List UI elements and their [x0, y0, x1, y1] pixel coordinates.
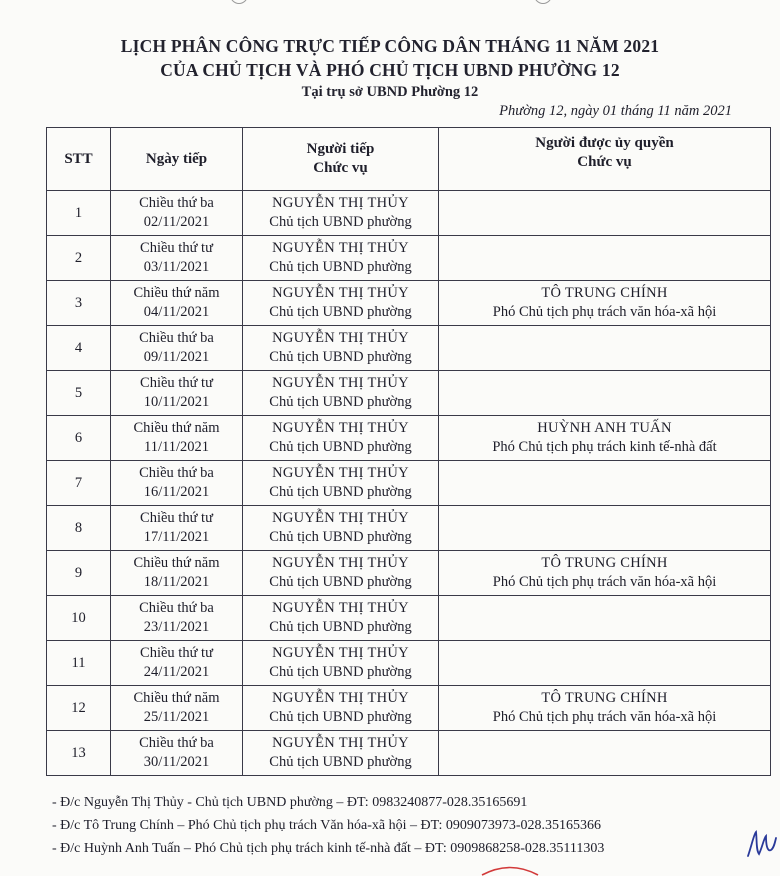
cell-weekday: Chiều thứ tư	[140, 375, 213, 391]
cell-delegate	[439, 416, 771, 461]
header-stt: STT	[47, 128, 111, 191]
cell-date-value: 17/11/2021	[143, 529, 210, 545]
cell-date-value: 03/11/2021	[143, 259, 210, 275]
table-row	[47, 506, 771, 551]
cell-date-value: 09/11/2021	[143, 349, 210, 365]
cell-delegate-title: Phó Chủ tịch phụ trách kinh tế-nhà đất	[492, 439, 717, 455]
cell-receiver-title: Chủ tịch UBND phường	[269, 754, 412, 770]
cell-delegate-name: TÔ TRUNG CHÍNH	[541, 285, 668, 301]
cell-receiver-name: NGUYỄN THỊ THỦY	[272, 330, 409, 346]
cell-date	[111, 371, 243, 416]
document-title: LỊCH PHÂN CÔNG TRỰC TIẾP CÔNG DÂN THÁNG 11 NĂM 2021	[120, 36, 660, 56]
cell-receiver-title: Chủ tịch UBND phường	[269, 304, 412, 320]
cell-receiver	[243, 686, 439, 731]
red-stamp-edge	[480, 862, 540, 876]
cell-receiver	[243, 236, 439, 281]
cell-delegate-title: Phó Chủ tịch phụ trách văn hóa-xã hội	[492, 304, 717, 320]
handwritten-signature	[744, 826, 778, 862]
contact-line-vice-chairman-economy: - Đ/c Huỳnh Anh Tuấn – Phó Chủ tịch phụ trách kinh tế-nhà đất – ĐT: 0909868258-028.35111303	[52, 841, 605, 856]
cell-receiver	[243, 371, 439, 416]
cell-stt: 13	[47, 731, 111, 776]
cell-delegate	[439, 506, 771, 551]
cell-date-value: 25/11/2021	[143, 709, 210, 725]
header-receiver-name: Người tiếp	[306, 141, 375, 157]
cell-receiver	[243, 506, 439, 551]
cell-stt: 11	[47, 641, 111, 686]
table-row	[47, 371, 771, 416]
cell-weekday: Chiều thứ ba	[139, 330, 214, 346]
punch-hole-mark	[534, 0, 552, 4]
document-dateline: Phường 12, ngày 01 tháng 11 năm 2021	[499, 103, 732, 119]
cell-stt: 6	[47, 416, 111, 461]
cell-date	[111, 731, 243, 776]
cell-date-value: 23/11/2021	[143, 619, 210, 635]
cell-receiver-title: Chủ tịch UBND phường	[269, 214, 412, 230]
cell-receiver	[243, 461, 439, 506]
cell-delegate	[439, 596, 771, 641]
cell-receiver-title: Chủ tịch UBND phường	[269, 349, 412, 365]
document-subtitle: CỦA CHỦ TỊCH VÀ PHÓ CHỦ TỊCH UBND PHƯỜNG 12	[160, 60, 620, 80]
cell-receiver-title: Chủ tịch UBND phường	[269, 619, 412, 635]
cell-date-value: 11/11/2021	[144, 439, 209, 455]
cell-delegate-name: TÔ TRUNG CHÍNH	[541, 690, 668, 706]
cell-receiver	[243, 596, 439, 641]
cell-weekday: Chiều thứ tư	[140, 240, 213, 256]
cell-date	[111, 236, 243, 281]
cell-weekday: Chiều thứ ba	[139, 735, 214, 751]
cell-delegate	[439, 686, 771, 731]
cell-receiver-name: NGUYỄN THỊ THỦY	[272, 375, 409, 391]
table-row	[47, 281, 771, 326]
table-row	[47, 416, 771, 461]
cell-date	[111, 416, 243, 461]
cell-receiver-name: NGUYỄN THỊ THỦY	[272, 735, 409, 751]
table-row	[47, 686, 771, 731]
cell-weekday: Chiều thứ năm	[133, 420, 220, 436]
cell-stt: 5	[47, 371, 111, 416]
table-row	[47, 461, 771, 506]
cell-stt: 9	[47, 551, 111, 596]
cell-date-value: 16/11/2021	[143, 484, 210, 500]
cell-delegate	[439, 281, 771, 326]
cell-stt: 7	[47, 461, 111, 506]
cell-delegate	[439, 236, 771, 281]
table-row	[47, 641, 771, 686]
cell-receiver-title: Chủ tịch UBND phường	[269, 709, 412, 725]
cell-date	[111, 596, 243, 641]
cell-stt: 1	[47, 191, 111, 236]
table-header-row	[47, 128, 771, 191]
cell-delegate-title: Phó Chủ tịch phụ trách văn hóa-xã hội	[492, 709, 717, 725]
cell-delegate	[439, 461, 771, 506]
document-location: Tại trụ sở UBND Phường 12	[301, 84, 479, 100]
table-row	[47, 326, 771, 371]
cell-weekday: Chiều thứ ba	[139, 465, 214, 481]
cell-date	[111, 326, 243, 371]
header-delegate-title: Chức vụ	[577, 154, 632, 170]
cell-receiver	[243, 551, 439, 596]
header-delegate-name: Người được ủy quyền	[535, 135, 674, 151]
cell-weekday: Chiều thứ tư	[140, 510, 213, 526]
header-receiver-title: Chức vụ	[313, 160, 368, 176]
cell-date-value: 04/11/2021	[143, 304, 210, 320]
table-row	[47, 236, 771, 281]
cell-receiver-name: NGUYỄN THỊ THỦY	[272, 510, 409, 526]
cell-receiver-name: NGUYỄN THỊ THỦY	[272, 420, 409, 436]
cell-weekday: Chiều thứ năm	[133, 690, 220, 706]
cell-date-value: 02/11/2021	[143, 214, 210, 230]
cell-receiver-name: NGUYỄN THỊ THỦY	[272, 195, 409, 211]
cell-stt: 8	[47, 506, 111, 551]
schedule-table-body	[47, 191, 771, 776]
cell-stt: 10	[47, 596, 111, 641]
cell-weekday: Chiều thứ ba	[139, 600, 214, 616]
cell-receiver	[243, 731, 439, 776]
cell-receiver	[243, 416, 439, 461]
cell-receiver	[243, 641, 439, 686]
cell-delegate	[439, 731, 771, 776]
cell-weekday: Chiều thứ năm	[133, 555, 220, 571]
cell-receiver-title: Chủ tịch UBND phường	[269, 484, 412, 500]
cell-receiver-name: NGUYỄN THỊ THỦY	[272, 240, 409, 256]
cell-date	[111, 641, 243, 686]
cell-delegate-name: TÔ TRUNG CHÍNH	[541, 555, 668, 571]
cell-date-value: 24/11/2021	[143, 664, 210, 680]
cell-stt: 12	[47, 686, 111, 731]
header-delegate	[439, 128, 771, 191]
table-row	[47, 596, 771, 641]
cell-receiver-name: NGUYỄN THỊ THỦY	[272, 645, 409, 661]
cell-receiver-name: NGUYỄN THỊ THỦY	[272, 465, 409, 481]
header-date: Ngày tiếp	[111, 128, 243, 191]
cell-stt: 2	[47, 236, 111, 281]
table-row	[47, 731, 771, 776]
cell-weekday: Chiều thứ năm	[133, 285, 220, 301]
cell-date-value: 10/11/2021	[143, 394, 210, 410]
cell-weekday: Chiều thứ ba	[139, 195, 214, 211]
header-receiver	[243, 128, 439, 191]
cell-date	[111, 191, 243, 236]
cell-date	[111, 506, 243, 551]
cell-date-value: 18/11/2021	[143, 574, 210, 590]
cell-receiver-title: Chủ tịch UBND phường	[269, 574, 412, 590]
cell-receiver-title: Chủ tịch UBND phường	[269, 439, 412, 455]
table-row	[47, 551, 771, 596]
cell-receiver-name: NGUYỄN THỊ THỦY	[272, 555, 409, 571]
cell-receiver-title: Chủ tịch UBND phường	[269, 259, 412, 275]
cell-stt: 3	[47, 281, 111, 326]
cell-date-value: 30/11/2021	[143, 754, 210, 770]
cell-receiver-name: NGUYỄN THỊ THỦY	[272, 600, 409, 616]
cell-stt: 4	[47, 326, 111, 371]
cell-date	[111, 551, 243, 596]
cell-delegate	[439, 191, 771, 236]
cell-receiver	[243, 326, 439, 371]
cell-receiver-title: Chủ tịch UBND phường	[269, 529, 412, 545]
cell-delegate	[439, 326, 771, 371]
schedule-table	[46, 127, 771, 776]
punch-hole-mark	[230, 0, 248, 4]
cell-delegate	[439, 371, 771, 416]
cell-receiver	[243, 281, 439, 326]
cell-delegate-name: HUỲNH ANH TUẤN	[537, 420, 672, 436]
cell-weekday: Chiều thứ tư	[140, 645, 213, 661]
cell-receiver-title: Chủ tịch UBND phường	[269, 394, 412, 410]
cell-delegate	[439, 641, 771, 686]
cell-delegate	[439, 551, 771, 596]
cell-receiver-name: NGUYỄN THỊ THỦY	[272, 285, 409, 301]
cell-delegate-title: Phó Chủ tịch phụ trách văn hóa-xã hội	[492, 574, 717, 590]
cell-date	[111, 686, 243, 731]
contact-line-vice-chairman-culture: - Đ/c Tô Trung Chính – Phó Chủ tịch phụ trách Văn hóa-xã hội – ĐT: 0909073973-028.35165366	[52, 818, 602, 833]
cell-date	[111, 461, 243, 506]
cell-receiver-title: Chủ tịch UBND phường	[269, 664, 412, 680]
table-row	[47, 191, 771, 236]
contact-line-chairman: - Đ/c Nguyễn Thị Thủy - Chủ tịch UBND phường – ĐT: 0983240877-028.35165691	[52, 795, 528, 810]
cell-receiver	[243, 191, 439, 236]
cell-date	[111, 281, 243, 326]
cell-receiver-name: NGUYỄN THỊ THỦY	[272, 690, 409, 706]
